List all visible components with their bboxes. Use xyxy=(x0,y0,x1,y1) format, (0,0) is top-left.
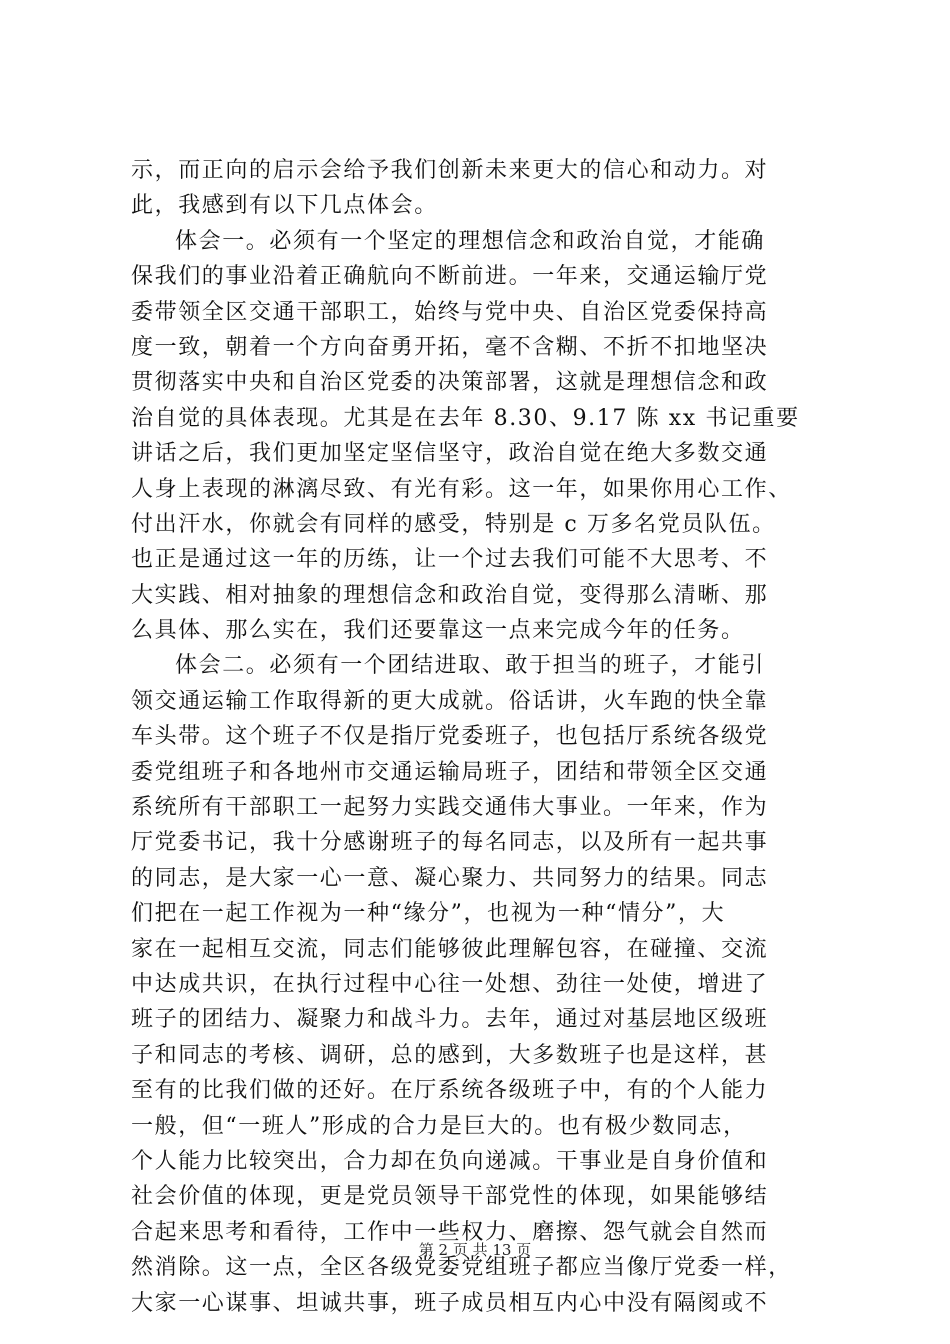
text-line: 贯彻落实中央和自治区党委的决策部署，这就是理想信念和政 xyxy=(131,370,769,396)
text-line: 的同志，是大家一心一意、凝心聚力、共同努力的结果。同志 xyxy=(131,865,769,891)
text-line: 保我们的事业沿着正确航向不断前进。一年来，交通运输厅党 xyxy=(131,264,769,290)
text-line: 家在一起相互交流，同志们能够彼此理解包容，在碰撞、交流 xyxy=(131,936,769,962)
text-line: 社会价值的体现，更是党员领导干部党性的体现，如果能够结 xyxy=(131,1184,769,1210)
text-line: 一般，但“一班人”形成的合力是巨大的。也有极少数同志， xyxy=(131,1113,747,1139)
text-line: 委带领全区交通干部职工，始终与党中央、自治区党委保持高 xyxy=(131,299,769,325)
text-line: 然消除。这一点，全区各级党委党组班子都应当像厅党委一样， xyxy=(131,1255,792,1281)
text-line: 大家一心谋事、坦诚共事，班子成员相互内心中没有隔阂或不 xyxy=(131,1290,769,1316)
document-body xyxy=(131,153,831,1321)
text-line: 合起来思考和看待，工作中一些权力、磨擦、怨气就会自然而 xyxy=(131,1219,769,1245)
page-footer: 第 2 页 共 13 页 xyxy=(418,1241,532,1259)
text-line: 体会二。必须有一个团结进取、敢于担当的班子，才能引 xyxy=(175,653,766,679)
text-line: 体会一。必须有一个坚定的理想信念和政治自觉，才能确 xyxy=(175,228,766,254)
text-line: 此，我感到有以下几点体会。 xyxy=(131,193,438,219)
text-line: 厅党委书记，我十分感谢班子的每名同志，以及所有一起共事 xyxy=(131,830,769,856)
text-line: 也正是通过这一年的历练，让一个过去我们可能不大思考、不 xyxy=(131,547,769,573)
text-line: 们把在一起工作视为一种“缘分”，也视为一种“情分”，大 xyxy=(131,901,726,927)
text-line: 个人能力比较突出，合力却在负向递减。干事业是自身价值和 xyxy=(131,1148,769,1174)
text-line: 人身上表现的淋漓尽致、有光有彩。这一年，如果你用心工作、 xyxy=(131,476,792,502)
text-line: 付出汗水，你就会有同样的感受，特别是 c 万多名党员队伍。 xyxy=(131,511,776,537)
text-line: 子和同志的考核、调研，总的感到，大多数班子也是这样，甚 xyxy=(131,1042,769,1068)
text-line: 度一致，朝着一个方向奋勇开拓，毫不含糊、不折不扣地坚决 xyxy=(131,334,769,360)
text-line: 班子的团结力、凝聚力和战斗力。去年，通过对基层地区级班 xyxy=(131,1007,769,1033)
text-line: 至有的比我们做的还好。在厅系统各级班子中，有的个人能力 xyxy=(131,1078,769,1104)
text-line: 委党组班子和各地州市交通运输局班子，团结和带领全区交通 xyxy=(131,759,769,785)
text-line: 么具体、那么实在，我们还要靠这一点来完成今年的任务。 xyxy=(131,618,745,644)
text-line: 大实践、相对抽象的理想信念和政治自觉，变得那么清晰、那 xyxy=(131,582,769,608)
text-line: 治自觉的具体表现。尤其是在去年 8.30、9.17 陈 xx 书记重要 xyxy=(131,405,800,431)
text-line: 中达成共识，在执行过程中心往一处想、劲往一处使，增进了 xyxy=(131,971,769,997)
text-line: 讲话之后，我们更加坚定坚信坚守，政治自觉在绝大多数交通 xyxy=(131,441,769,467)
text-line: 车头带。这个班子不仅是指厅党委班子，也包括厅系统各级党 xyxy=(131,724,769,750)
text-line: 领交通运输工作取得新的更大成就。俗话讲，火车跑的快全靠 xyxy=(131,688,769,714)
text-line: 系统所有干部职工一起努力实践交通伟大事业。一年来，作为 xyxy=(131,795,769,821)
text-line: 示，而正向的启示会给予我们创新未来更大的信心和动力。对 xyxy=(131,158,769,183)
